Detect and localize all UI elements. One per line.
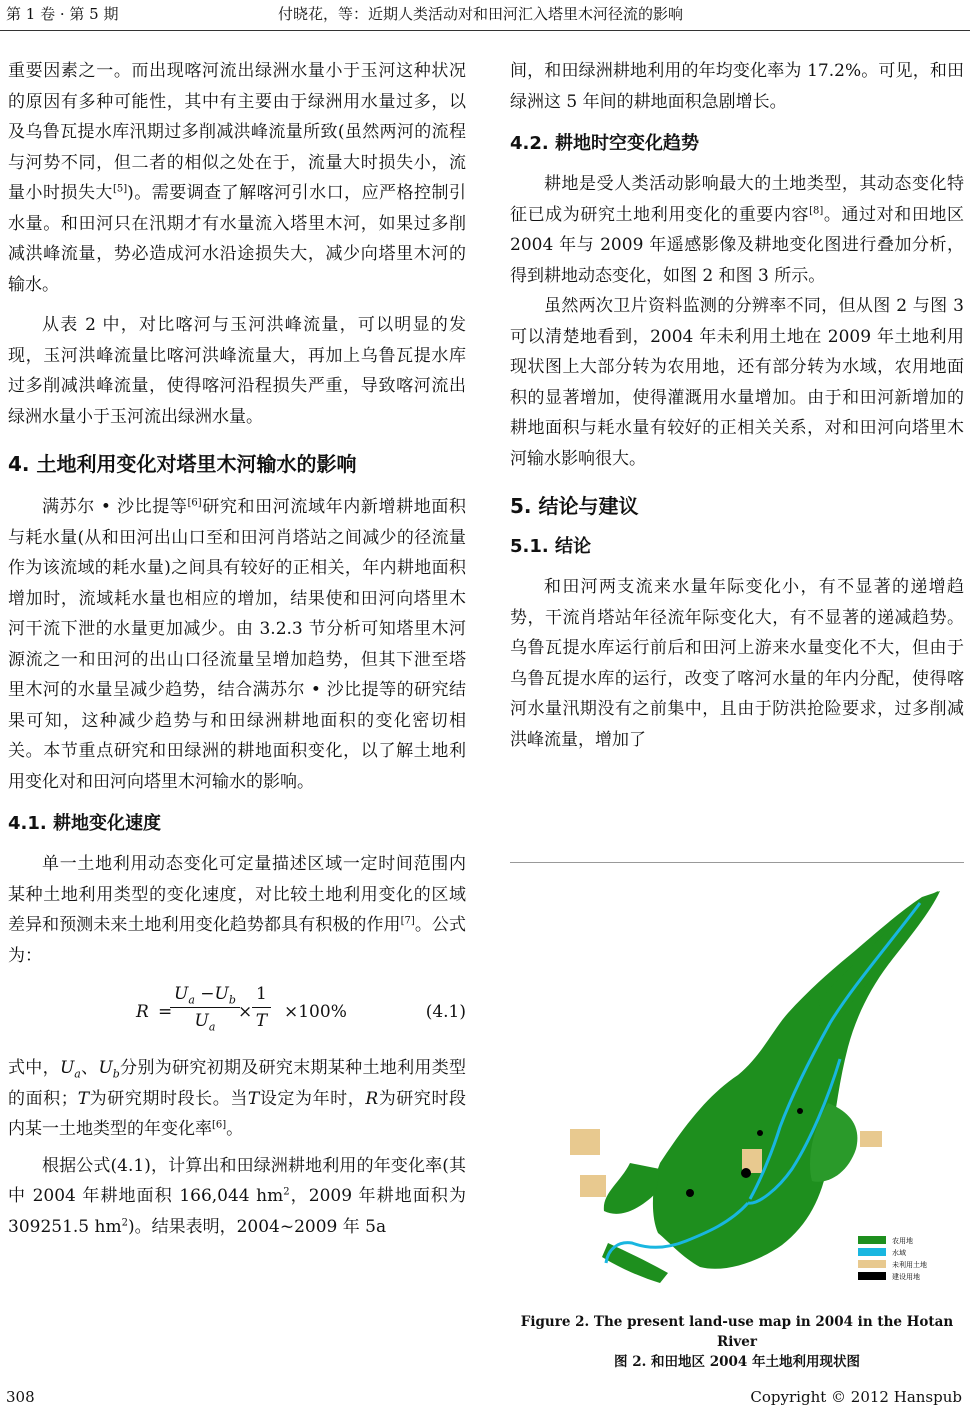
formula-times: × xyxy=(238,1002,253,1022)
page-header xyxy=(0,0,970,31)
paragraph: 从表 2 中，对比喀河与玉河洪峰流量，可以明显的发现，玉河洪峰流量比喀河洪峰流量大，再加上乌鲁瓦提水库过多削减洪峰流量，使得喀河沿程损失严重，导致喀河流出绿洲水量小于玉河流出绿洲水量。 xyxy=(8,315,466,427)
paragraph: 根据公式(4.1)，计算出和田绿洲耕地利用的年变化率(其中 2004 年耕地面积 166,044 $hm^2$，2009 年耕地面积为 309251.5 $hm^2$)。结果表明，2004~2009 年 5a xyxy=(8,1155,467,1237)
legend-swatch-farmland xyxy=(858,1236,886,1244)
built-up-spot xyxy=(757,1130,763,1136)
figure-caption xyxy=(510,1312,964,1372)
citation[interactable]: [6] xyxy=(212,1119,227,1131)
paragraph: 单一土地利用动态变化可定量描述区域一定时间范围内某种土地利用类型的变化速度，对比较土地利用变化的区域差异和预测未来土地利用变化趋势都具有积极的作用[7]。公式为： xyxy=(8,854,467,966)
caption-chinese: 图 2. 和田地区 2004 年土地利用现状图 xyxy=(614,1354,860,1370)
unused-patch xyxy=(860,1131,882,1147)
citation[interactable]: [8] xyxy=(809,204,824,216)
built-up-spot xyxy=(741,1168,751,1178)
legend-label: 水域 xyxy=(892,1249,906,1257)
citation[interactable]: [6] xyxy=(187,497,202,509)
legend-label: 建设用地 xyxy=(892,1273,920,1281)
formula-equals: = xyxy=(158,1002,173,1022)
formula-4-1 xyxy=(8,977,466,1043)
section-heading-4-1: 4.1. 耕地变化速度 xyxy=(8,813,161,834)
legend-swatch-unused xyxy=(858,1260,886,1268)
legend-label: 农用地 xyxy=(892,1237,913,1245)
legend-swatch-built xyxy=(858,1272,886,1280)
paragraph: 重要因素之一。而出现喀河流出绿洲水量小于玉河这种状况的原因有多种可能性，其中有主要由于绿洲用水量过多，以及乌鲁瓦提水库汛期过多削减洪峰流量所致(虽然两河的流程与河势不同，但二者的相似之处在于，流量大时损失小，流量小时损失大[5])。需要调查了解喀河引水口，应严格控制引水量。和田河只在汛期才有水量流入塔里木河，如果过多削减洪峰流量，势必造成河水沿途损失大，减少向塔里木河的输水。 xyxy=(8,61,467,295)
section-heading-4: 4. 土地利用变化对塔里木河输水的影响 xyxy=(8,452,357,476)
farmland-west xyxy=(604,1163,660,1214)
copyright: Copyright © 2012 Hanspub xyxy=(750,1388,962,1406)
unused-patch xyxy=(570,1129,600,1155)
figure-2-landuse-map xyxy=(510,862,964,1305)
paragraph: 耕地是受人类活动影响最大的土地类型，其动态变化特征已成为研究土地利用变化的重要内容[8]。通过对和田地区 2004 年与 2009 年遥感影像及耕地变化图进行叠加分析，得到耕地动态变化，如图 2 和图 3 所示。 xyxy=(510,174,965,286)
formula-percent: ×100% xyxy=(284,1002,347,1022)
paragraph: 虽然两次卫片资料监测的分辨率不同，但从图 2 与图 3 可以清楚地看到，2004 年未利用土地在 2009 年土地利用现状图上大部分转为农用地，还有部分转为水域，农用地面积的显著增加，使得灌溉用水量增加。由于和田河新增加的耕地面积与耗水量有较好的正相关关系，对和田河向塔里木河输水影响很大。 xyxy=(510,296,964,469)
built-up-spot xyxy=(686,1189,694,1197)
paragraph: 式中，$U_a$、$U_b$分别为研究初期及研究末期某种土地利用类型的面积；T为研究期时段长。当T设定为年时，R为研究时段内某一土地类型的年变化率[6]。 xyxy=(8,1058,467,1139)
left-column xyxy=(8,56,466,1242)
legend-label: 未利用土地 xyxy=(892,1261,927,1269)
section-heading-5: 5. 结论与建议 xyxy=(510,494,639,518)
map-legend xyxy=(858,1236,927,1281)
right-column xyxy=(510,56,964,755)
paragraph: 和田河两支流来水量年际变化小，有不显著的递增趋势，干流肖塔站年径流年际变化大，有不显著的递减趋势。乌鲁瓦提水库运行前后和田河上游来水量变化不大，但由于乌鲁瓦提水库的运行，改变了喀河水量的年内分配，使得喀河水量汛期没有之前集中，且由于防洪抢险要求，过多削减洪峰流量，增加了 xyxy=(510,577,964,750)
formula-fraction-1: $\frac{U_a -U_b}{U_a}$ xyxy=(170,981,240,1034)
page-number: 308 xyxy=(6,1388,35,1406)
equation-number: (4.1) xyxy=(425,1002,466,1022)
formula-R: R xyxy=(136,1002,149,1022)
built-up-spot xyxy=(797,1108,803,1114)
citation[interactable]: [7] xyxy=(400,915,415,927)
paragraph: 间，和田绿洲耕地利用的年均变化率为 17.2%。可见，和田绿洲这 5 年间的耕地面积急剧增长。 xyxy=(510,61,964,112)
unused-patch xyxy=(580,1175,606,1197)
caption-english: Figure 2. The present land-use map in 2004 in the Hotan River xyxy=(520,1314,954,1350)
journal-issue: 第 1 卷 · 第 5 期 xyxy=(6,5,119,23)
paragraph: 满苏尔 • 沙比提等[6]研究和田河流域年内新增耕地面积与耗水量(从和田河出山口至和田河肖塔站之间减少的径流量作为该流域的耗水量)之间具有较好的正相关，年内耕地面积增加时，流域耗水量也相应的增加，结果使和田河向塔里木河干流下泄的水量更加减少。由 3.2.3 节分析可知塔里木河源流之一和田河的出山口径流量呈增加趋势，但其下泄至塔里木河的水量呈减少趋势，结合满苏尔 • 沙比提等的研究结果可知，这种减少趋势与和田绿洲耕地面积的变化密切相关。本节重点研究和田绿洲的耕地面积变化，以了解土地利用变化对和田河向塔里木河输水的影响。 xyxy=(8,497,467,792)
landuse-map-image xyxy=(510,863,964,1305)
formula-fraction-2: $\frac{1}{T}$ xyxy=(252,981,271,1034)
citation[interactable]: [5] xyxy=(112,183,128,195)
section-heading-4-2: 4.2. 耕地时空变化趋势 xyxy=(510,133,699,154)
legend-swatch-water xyxy=(858,1248,886,1256)
running-title: 付晓花，等：近期人类活动对和田河汇入塔里木河径流的影响 xyxy=(278,5,684,23)
section-heading-5-1: 5.1. 结论 xyxy=(510,536,591,557)
